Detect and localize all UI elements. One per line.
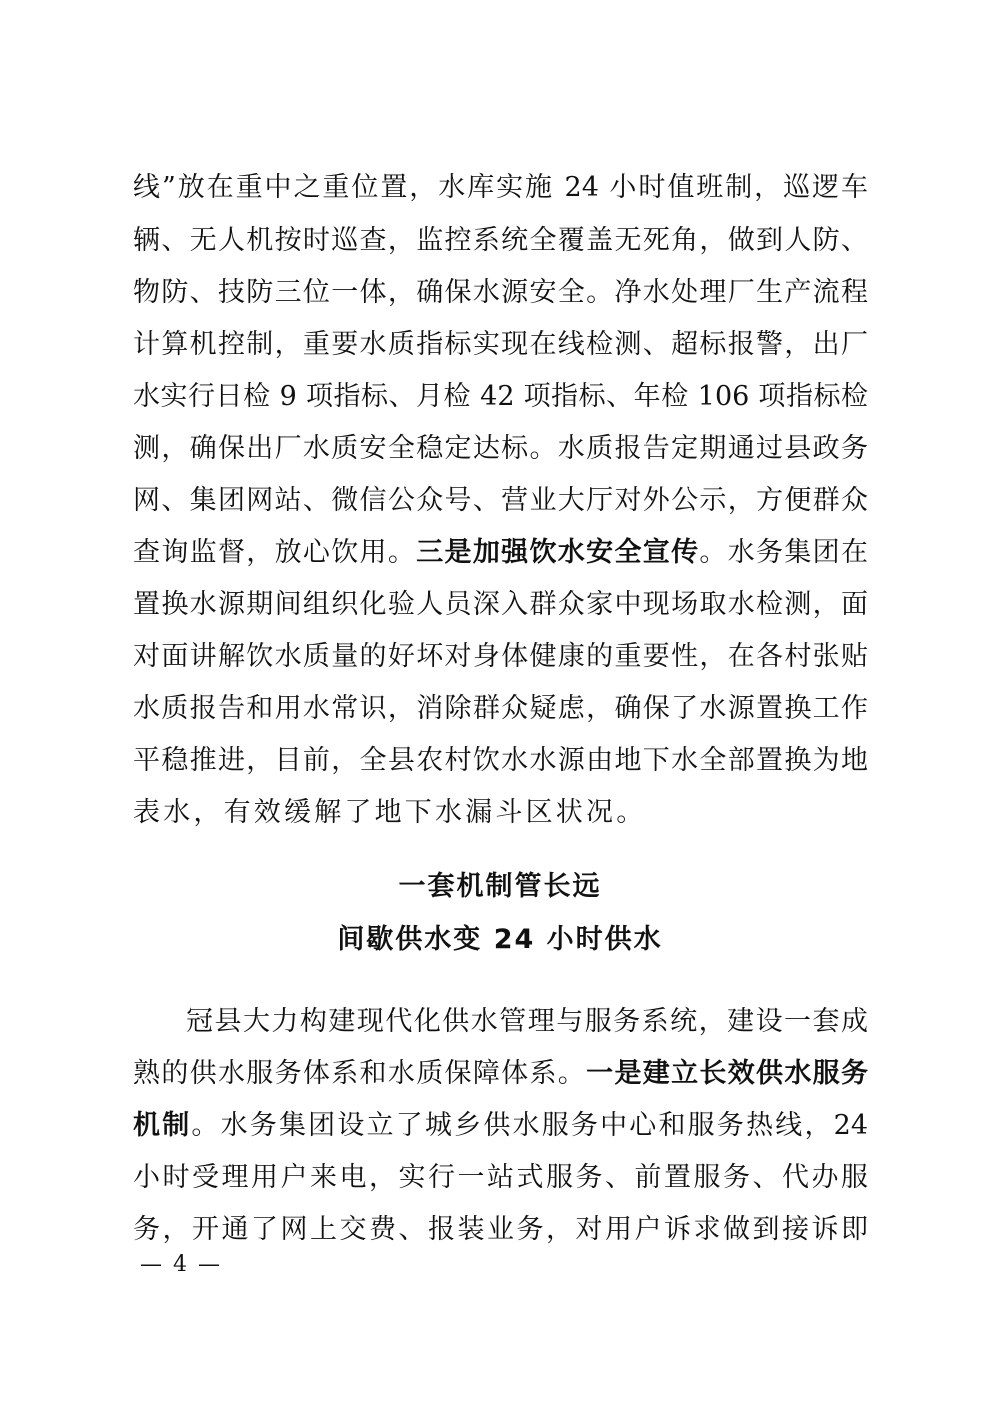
plain-text: 熟的供水服务体系和水质保障体系。 [133, 1058, 587, 1089]
plain-text: 。水务集团在 [699, 537, 869, 568]
paragraph-1-line-7: 网、集团网站、微信公众号、营业大厅对外公示，方便群众 [133, 485, 868, 516]
paragraph-2-line-1: 冠县大力构建现代化供水管理与服务系统，建设一套成 [186, 1006, 868, 1037]
paragraph-1-line-9: 置换水源期间组织化验人员深入群众家中现场取水检测，面 [133, 589, 868, 620]
plain-text: 查询监督，放心饮用。 [133, 537, 417, 568]
paragraph-1-line-4: 计算机控制，重要水质指标实现在线检测、超标报警，出厂 [133, 329, 868, 360]
paragraph-1-line-11: 水质报告和用水常识，消除群众疑虑，确保了水源置换工作 [133, 693, 868, 724]
paragraph-1-line-1: 线”放在重中之重位置，水库实施 24 小时值班制，巡逻车 [133, 172, 868, 203]
bold-point-three: 三是加强饮水安全宣传 [416, 537, 700, 568]
paragraph-1-line-3: 物防、技防三位一体，确保水源安全。净水处理厂生产流程 [133, 277, 868, 308]
plain-text: 。水务集团设立了城乡供水服务中心和服务热线，24 [191, 1110, 868, 1141]
bold-point-one: 一是建立长效供水服务 [586, 1058, 869, 1089]
section-heading-line-1: 一套机制管长远 [398, 871, 602, 902]
paragraph-2-line-3 [133, 1106, 868, 1146]
paragraph-1-line-8 [133, 533, 868, 573]
paragraph-2-line-5: 务，开通了网上交费、报装业务，对用户诉求做到接诉即 [133, 1214, 868, 1245]
paragraph-1-line-12: 平稳推进，目前，全县农村饮水水源由地下水全部置换为地 [133, 745, 868, 776]
paragraph-2-line-2 [133, 1054, 868, 1094]
paragraph-1-line-13: 表水，有效缓解了地下水漏斗区状况。 [133, 797, 647, 828]
paragraph-1-line-2: 辆、无人机按时巡查，监控系统全覆盖无死角，做到人防、 [133, 225, 868, 256]
paragraph-1-line-10: 对面讲解饮水质量的好坏对身体健康的重要性，在各村张贴 [133, 641, 868, 672]
section-heading-line-2: 间歇供水变 24 小时供水 [337, 924, 663, 955]
page-number: — 4 — [140, 1252, 222, 1277]
bold-point-one-end: 机制 [133, 1110, 192, 1141]
paragraph-1-line-6: 测，确保出厂水质安全稳定达标。水质报告定期通过县政务 [133, 433, 868, 464]
paragraph-1-line-5: 水实行日检 9 项指标、月检 42 项指标、年检 106 项指标检 [133, 381, 868, 412]
paragraph-2-line-4: 小时受理用户来电，实行一站式服务、前置服务、代办服 [133, 1162, 868, 1193]
